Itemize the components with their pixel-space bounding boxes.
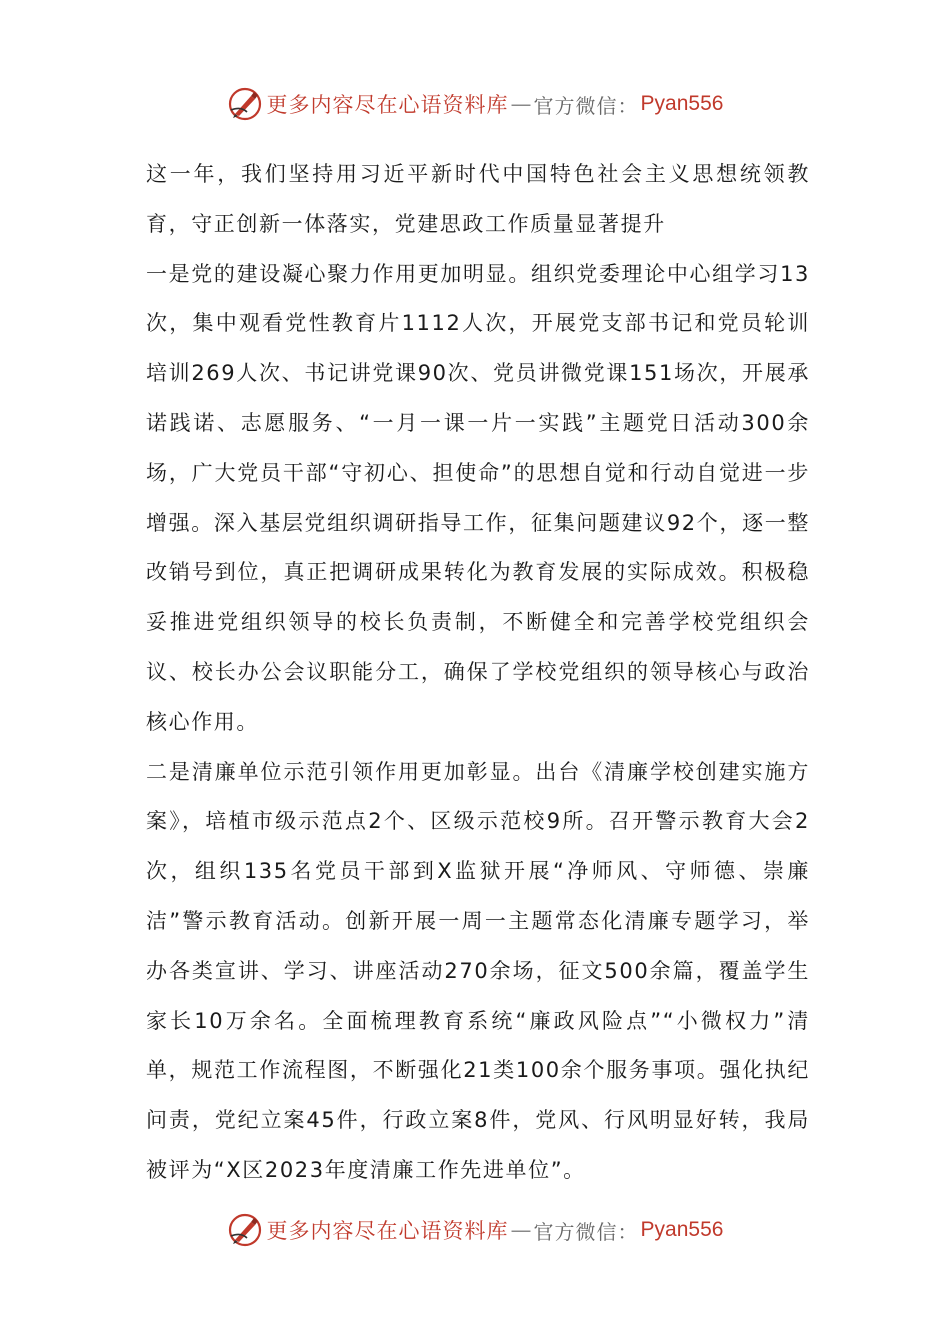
paragraph-clean-governance: 二是清廉单位示范引领作用更加彰显。出台《清廉学校创建实施方案》，培植市级示范点2个、区级示范校9所。召开警示教育大会2次，组织135名党员干部到X监狱开展“净师风、守师德、崇廉洁”警示教育活动。创新开展一周一主题常态化清廉专题学习，举办各类宣讲、学习、讲座活动270余场，征文500余篇，覆盖学生家长10万余名。全面梳理教育系统“廉政风险点”“小微权力”清单，规范工作流程图，不断强化21类100余个服务事项。强化执纪问责，党纪立案45件，行政立案8件，党风、行风明显好转，我局被评为“X区2023年度清廉工作先进单位”。 bbox=[146, 759, 810, 1182]
pen-logo-icon bbox=[227, 86, 263, 122]
wechat-handle: Pyan556 bbox=[640, 92, 724, 115]
footer-watermark bbox=[0, 1210, 950, 1250]
separator-dash: — bbox=[510, 92, 532, 116]
wechat-label: 官方微信： bbox=[533, 93, 639, 118]
wechat-label: 官方微信： bbox=[533, 1219, 639, 1244]
header-watermark bbox=[0, 84, 950, 124]
brand-text: 更多内容尽在心语资料库 bbox=[266, 93, 509, 117]
document-body bbox=[146, 150, 810, 1196]
brand-text: 更多内容尽在心语资料库 bbox=[266, 1219, 509, 1243]
paragraph-party-building: 一是党的建设凝心聚力作用更加明显。组织党委理论中心组学习13次，集中观看党性教育片1112人次，开展党支部书记和党员轮训培训269人次、书记讲党课90次、党员讲微党课151场次，开展承诺践诺、志愿服务、“一月一课一片一实践”主题党日活动300余场，广大党员干部“守初心、担使命”的思想自觉和行动自觉进一步增强。深入基层党组织调研指导工作，征集问题建议92个，逐一整改销号到位，真正把调研成果转化为教育发展的实际成效。积极稳妥推进党组织领导的校长负责制，不断健全和完善学校党组织会议、校长办公会议职能分工，确保了学校党组织的领导核心与政治核心作用。 bbox=[146, 261, 810, 734]
wechat-handle: Pyan556 bbox=[640, 1218, 724, 1241]
pen-logo-icon bbox=[227, 1212, 263, 1248]
separator-dash: — bbox=[510, 1218, 532, 1242]
paragraph-intro: 这一年，我们坚持用习近平新时代中国特色社会主义思想统领教育，守正创新一体落实，党建思政工作质量显著提升 bbox=[146, 162, 810, 236]
